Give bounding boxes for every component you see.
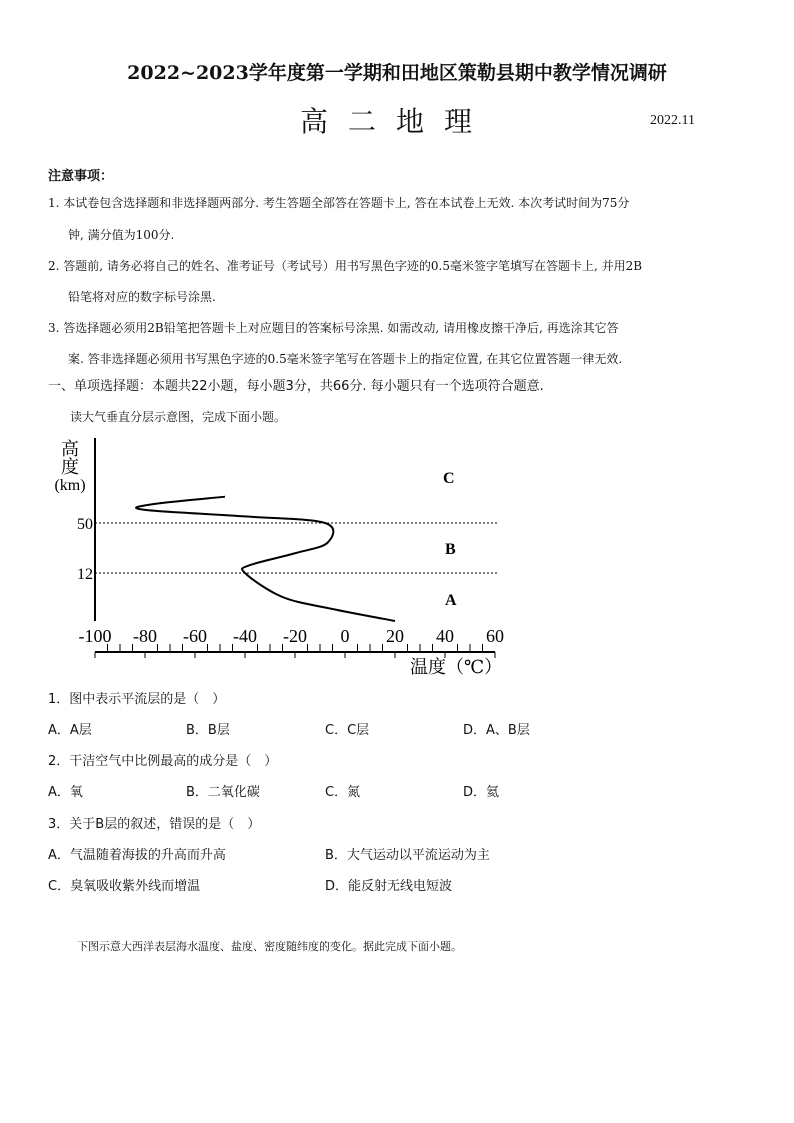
x-tick-label--80: -80 [133,626,157,646]
q3-option-c: C．臭氧吸收紫外线而增温 [48,879,201,894]
q2-option-d: D．氦 [463,785,500,800]
layer-label-a: A [445,592,457,609]
section-title: 一、单项选择题：本题共22小题，每小题3分，共66分. 每小题只有一个选项符合题意. [48,379,544,394]
notes-heading: 注意事项： [48,169,114,184]
x-tick-label-60: 60 [486,626,504,646]
q2-option-a: A．氧 [48,785,83,800]
question-1-stem: 1．图中表示平流层的是（ ） [48,692,226,707]
note-2-line-1: 2. 答题前, 请务必将自己的姓名、准考证号（考试号）用书写黑色字迹的0.5毫米签字笔填写在答题卡上, 并用2B [48,259,643,273]
intro-ocean: 下图示意大西洋表层海水温度、盐度、密度随纬度的变化。据此完成下面小题。 [77,940,462,953]
x-tick-label--60: -60 [183,626,207,646]
exam-date: 2022.11 [650,113,695,128]
q1-option-a: A．A层 [48,723,92,738]
x-tick-label-0: 0 [340,626,350,646]
y-unit: (km) [54,477,86,494]
q1-option-d: D．A、B层 [463,723,530,738]
note-3-line-2: 案. 答非选择题必须用书写黑色字迹的0.5毫米签字笔写在答题卡上的指定位置, 在其它位置答题一律无效. [68,352,623,366]
note-2-line-2: 铅笔将对应的数字标号涂黑. [68,290,216,304]
y-tick-label-50: 50 [77,516,93,533]
note-1-line-1: 1. 本试卷包含选择题和非选择题两部分. 考生答题全部答在答题卡上, 答在本试卷上无效. 本次考试时间为75分 [48,196,630,210]
intro-atmosphere: 读大气垂直分层示意图，完成下面小题。 [70,410,287,424]
q3-option-d: D．能反射无线电短波 [325,879,453,894]
exam-title: 2022~2023学年度第一学期和田地区策勒县期中教学情况调研 [127,62,667,84]
q2-option-b: B．二氧化碳 [186,785,260,800]
subject-title: 高二地理 [300,105,493,138]
y-tick-label-12: 12 [77,566,93,583]
temperature-curve [136,497,395,621]
y-label-char-1: 高 [61,439,79,459]
x-tick-label-20: 20 [386,626,404,646]
q3-option-b: B．大气运动以平流运动为主 [325,848,490,863]
note-1-line-2: 钟, 满分值为100分. [68,228,175,242]
q1-option-b: B．B层 [186,723,230,738]
q3-option-a: A．气温随着海拔的升高而升高 [48,848,226,863]
note-3-line-1: 3. 答选择题必须用2B铅笔把答题卡上对应题目的答案标号涂黑. 如需改动, 请用橡皮擦干净后, 再选涂其它答 [48,321,619,335]
x-tick-label--100: -100 [78,626,112,646]
layer-label-b: B [445,541,456,558]
x-axis-tick-labels [79,626,505,646]
question-3-stem: 3．关于B层的叙述，错误的是（ ） [48,817,261,832]
y-label-char-2: 度 [61,457,79,477]
x-tick-label-40: 40 [436,626,454,646]
q1-option-c: C．C层 [325,723,370,738]
q2-option-c: C．氮 [325,785,361,800]
atmosphere-chart [40,430,520,680]
x-tick-label--40: -40 [233,626,257,646]
x-tick-label--20: -20 [283,626,307,646]
layer-label-c: C [443,470,455,487]
question-2-stem: 2．干洁空气中比例最高的成分是（ ） [48,754,278,769]
x-axis-title: 温度（℃） [410,657,503,677]
